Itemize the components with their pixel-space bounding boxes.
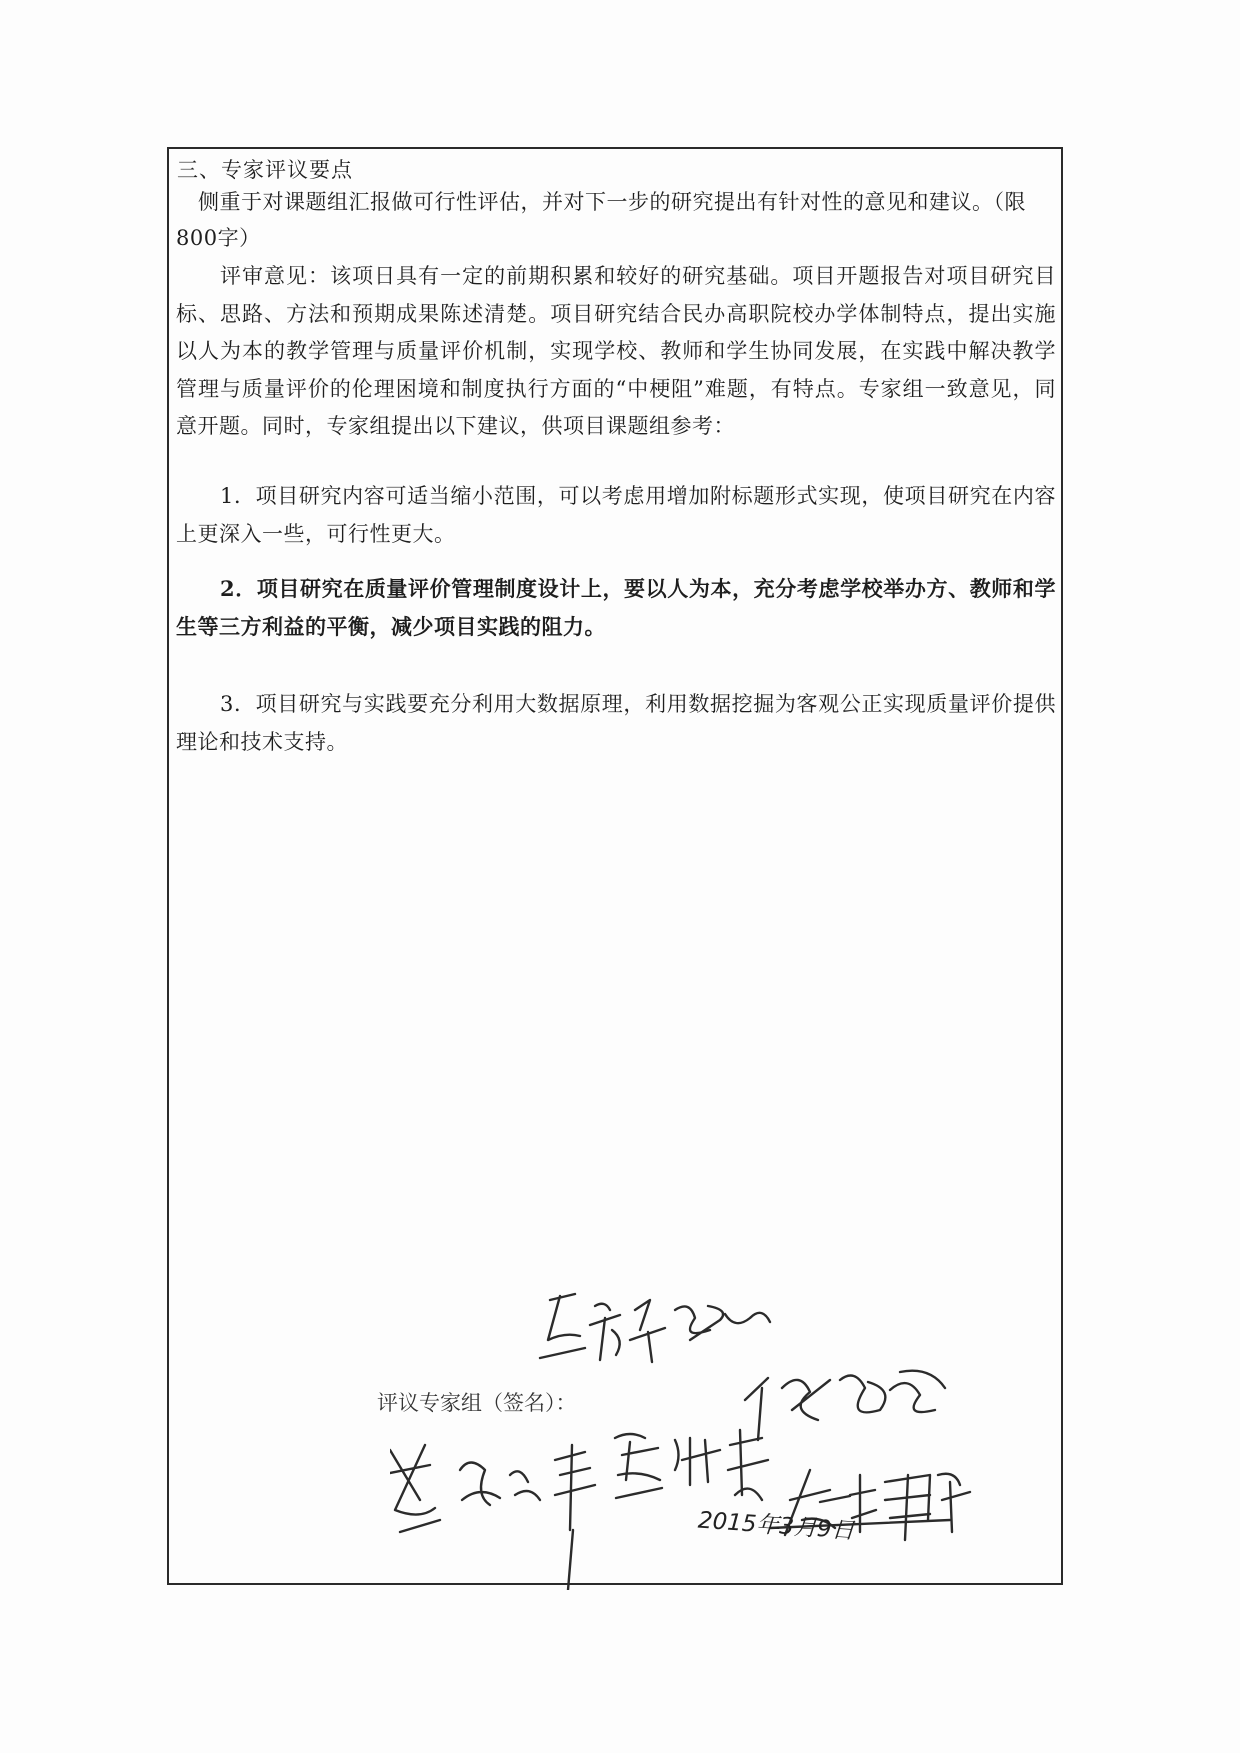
suggestion-3: 3．项目研究与实践要充分利用大数据原理，利用数据挖掘为客观公正实现质量评价提供理论和技术支持。 bbox=[176, 692, 1056, 754]
signature-4 bbox=[745, 1371, 945, 1440]
section-heading: 三、专家评议要点 bbox=[177, 158, 353, 182]
signature-2 bbox=[390, 1445, 595, 1590]
suggestion-1: 1．项目研究内容可适当缩小范围，可以考虑用增加附标题形式实现，使项目研究在内容上更深入一些，可行性更大。 bbox=[176, 484, 1056, 546]
signature-date: 2015年3月9日 bbox=[697, 1507, 856, 1545]
signature-label: 评议专家组（签名）： bbox=[377, 1391, 577, 1415]
section-instruction: 侧重于对课题组汇报做可行性评估，并对下一步的研究提出有针对性的意见和建议。（限800字） bbox=[176, 190, 1026, 250]
suggestion-2: 2．项目研究在质量评价管理制度设计上，要以人为本，充分考虑学校举办方、教师和学生等三方利益的平衡，减少项目实践的阻力。 bbox=[176, 576, 1056, 639]
signature-3 bbox=[615, 1430, 768, 1500]
handwritten-signatures bbox=[390, 1270, 1090, 1590]
signature-1 bbox=[540, 1294, 770, 1362]
review-opinion: 评审意见：该项日具有一定的前期积累和较好的研究基础。项目开题报告对项目研究目标、思路、方法和预期成果陈述清楚。项目研究结合民办高职院校办学体制特点，提出实施以人为本的教学管理与质量评价机制，实现学校、教师和学生协同发展，在实践中解决教学管理与质量评价的伦理困境和制度执行方面的“中梗阻”难题，有特点。专家组一致意见，同意开题。同时，专家组提出以下建议，供项目课题组参考： bbox=[176, 264, 1056, 438]
